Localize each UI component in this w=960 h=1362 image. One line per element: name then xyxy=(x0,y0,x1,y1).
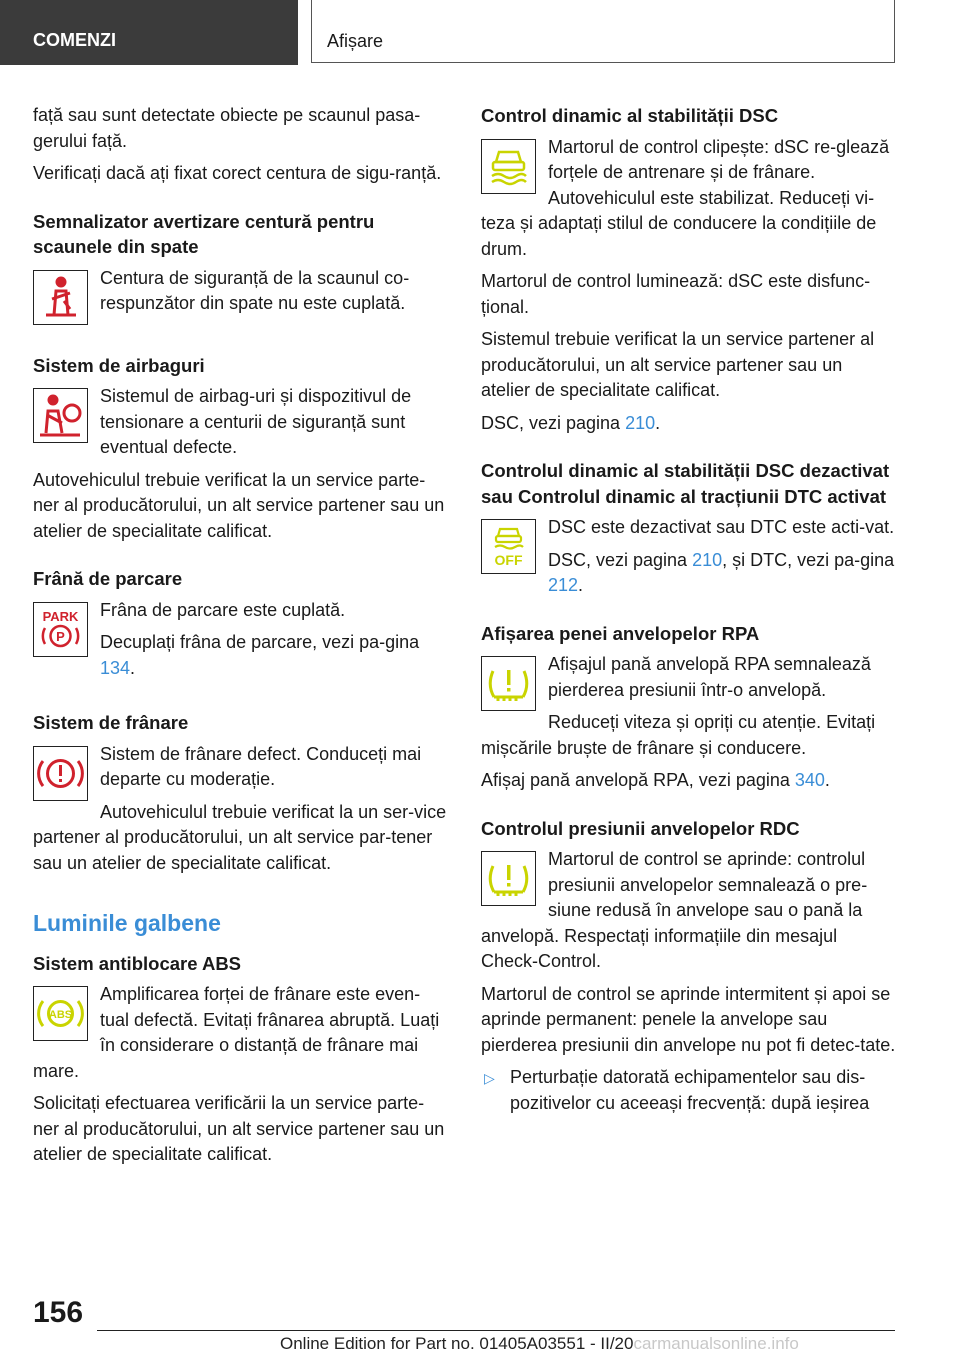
paragraph: Afișajul pană anvelopă RPA semnalează pierderea presiunii într-o anvelopă. xyxy=(548,654,871,700)
tire-pressure-icon xyxy=(481,656,536,711)
heading-brake-system: Sistem de frânare xyxy=(33,712,189,733)
paragraph: Sistemul de airbag-uri și dispozitivul de tensionare a centurii de siguranță sunt eventual defecte. xyxy=(100,386,412,457)
bullet-triangle-icon: ▷ xyxy=(484,1070,495,1086)
heading-airbag: Sistem de airbaguri xyxy=(33,354,205,376)
heading-dsc: Control dinamic al stabilității DSC xyxy=(481,105,779,126)
text: Decuplați frâna de parcare, vezi pa-gina xyxy=(100,632,420,652)
text: DSC, vezi pagina xyxy=(481,412,626,433)
text: Perturbație datorată echipamentelor sau dis-pozitivelor cu aceeași frecvență: după ieșirea xyxy=(510,1067,870,1113)
page-link-210[interactable]: 210 xyxy=(625,412,656,433)
footer-divider xyxy=(97,1330,895,1331)
paragraph: Martorul de control se aprinde intermitent și apoi se aprinde permanent: penele la anvelope sau pierderea presiunii din anvelope nu pot fi detec-tate. xyxy=(481,983,896,1055)
page-number: 156 xyxy=(33,1296,84,1329)
seatbelt-warning-icon xyxy=(33,270,88,325)
watermark: carmanualsonline.info xyxy=(633,1334,799,1353)
footer xyxy=(280,1334,799,1354)
paragraph: Amplificarea forței de frânare este even-tual defectă. Evitați frânarea abruptă. Luați în considerare o distanță de frânare mai mare. xyxy=(33,984,440,1081)
heading-yellow-lights: Luminile galbene xyxy=(33,910,221,936)
svg-text:P: P xyxy=(56,628,65,644)
heading-rdc: Controlul presiunii anvelopelor RDC xyxy=(481,817,800,839)
heading-rear-belt: Semnalizator avertizare centură pentru scaunele din spate xyxy=(33,210,375,257)
svg-text:ABS: ABS xyxy=(48,1009,73,1021)
heading-parking-brake: Frână de parcare xyxy=(33,568,183,589)
paragraph: DSC, vezi pagina 210. xyxy=(481,412,661,433)
paragraph: Sistemul trebuie verificat la un service partener al producătorului, un alt service partener sau un atelier de specialitate calificat. xyxy=(481,329,875,400)
tire-pressure-icon xyxy=(481,851,536,906)
paragraph: Verificați dacă ați fixat corect centura de sigu-ranță. xyxy=(33,163,442,183)
page-link-210[interactable]: 210 xyxy=(692,549,723,570)
dsc-icon xyxy=(481,139,536,194)
heading-abs: Sistem antiblocare ABS xyxy=(33,952,242,974)
paragraph: Sistem de frânare defect. Conduceți mai departe cu moderație. xyxy=(100,743,422,789)
list-item xyxy=(481,1065,896,1116)
brake-system-icon xyxy=(33,746,88,801)
airbag-warning-icon xyxy=(33,388,88,443)
paragraph: Martorul de control clipește: dSC re-glează forțele de antrenare și de frânare. Autovehiculul este stabilizat. Reduceți vi-teza și adaptați stilul de conducere la condițiile de drum. xyxy=(481,136,890,259)
text: DSC, vezi pagina xyxy=(548,549,693,570)
paragraph: Autovehiculul trebuie verificat la un ser-vice partener al producătorului, un alt service par-tener sau un atelier de specialitate calificat. xyxy=(33,801,447,873)
page-link-340[interactable]: 340 xyxy=(794,770,825,790)
paragraph: Autovehiculul trebuie verificat la un service parte-ner al producătorului, un alt service partener sau un atelier de specialitate calificat. xyxy=(33,469,445,541)
text: Afișaj pană anvelopă RPA, vezi pagina xyxy=(481,770,795,790)
heading-rpa: Afișarea penei anvelopelor RPA xyxy=(481,622,760,644)
edition-text: Online Edition for Part no. 01405A03551 - II/20 xyxy=(280,1334,634,1353)
paragraph: DSC, vezi pagina 210, și DTC, vezi pa-gina 212. xyxy=(548,549,895,595)
right-column xyxy=(481,103,896,1123)
svg-text:OFF: OFF xyxy=(494,552,523,568)
abs-icon xyxy=(33,986,88,1041)
topic-title: Afișare xyxy=(327,31,384,51)
paragraph: Frâna de parcare este cuplată. xyxy=(100,599,346,620)
paragraph: Afișaj pană anvelopă RPA, vezi pagina 340. xyxy=(481,770,830,790)
text: , și DTC, vezi pa-gina xyxy=(722,549,895,570)
paragraph: Martorul de control se aprinde: controlul presiunii anvelopelor semnalează o pre-siune redusă în anvelope sau o pană la anvelopă. Respectați informațiile din mesajul Check-Control. xyxy=(481,849,868,971)
page-link-134[interactable]: 134 xyxy=(100,657,131,678)
paragraph: Solicitați efectuarea verificării la un service parte-ner al producătorului, un alt service partener sau un atelier de specialitate calificat. xyxy=(33,1093,445,1164)
paragraph: Reduceți viteza și opriți cu atenție. Evitați mișcările bruște de frânare și conducere. xyxy=(481,712,876,758)
left-column xyxy=(33,103,448,1175)
page-link-212[interactable]: 212 xyxy=(548,575,579,595)
paragraph: Martorul de control luminează: dSC este disfunc-țional. xyxy=(481,271,871,317)
dsc-off-icon xyxy=(481,519,536,574)
parking-brake-icon xyxy=(33,602,88,657)
section-title: COMENZI xyxy=(33,30,116,50)
header-topic xyxy=(311,0,895,63)
svg-text:PARK: PARK xyxy=(42,608,79,624)
paragraph: față sau sunt detectate obiecte pe scaunul pasa-gerului față. xyxy=(33,105,421,151)
paragraph: Decuplați frâna de parcare, vezi pa-gina 134. xyxy=(100,632,420,678)
paragraph: DSC este dezactivat sau DTC este acti-vat. xyxy=(548,517,895,537)
header-section xyxy=(0,0,298,65)
heading-dsc-off: Controlul dinamic al stabilității DSC dezactivat sau Controlul dinamic al tracțiunii DTC activat xyxy=(481,460,890,507)
paragraph: Centura de siguranță de la scaunul co-respunzător din spate nu este cuplată. xyxy=(100,267,410,313)
